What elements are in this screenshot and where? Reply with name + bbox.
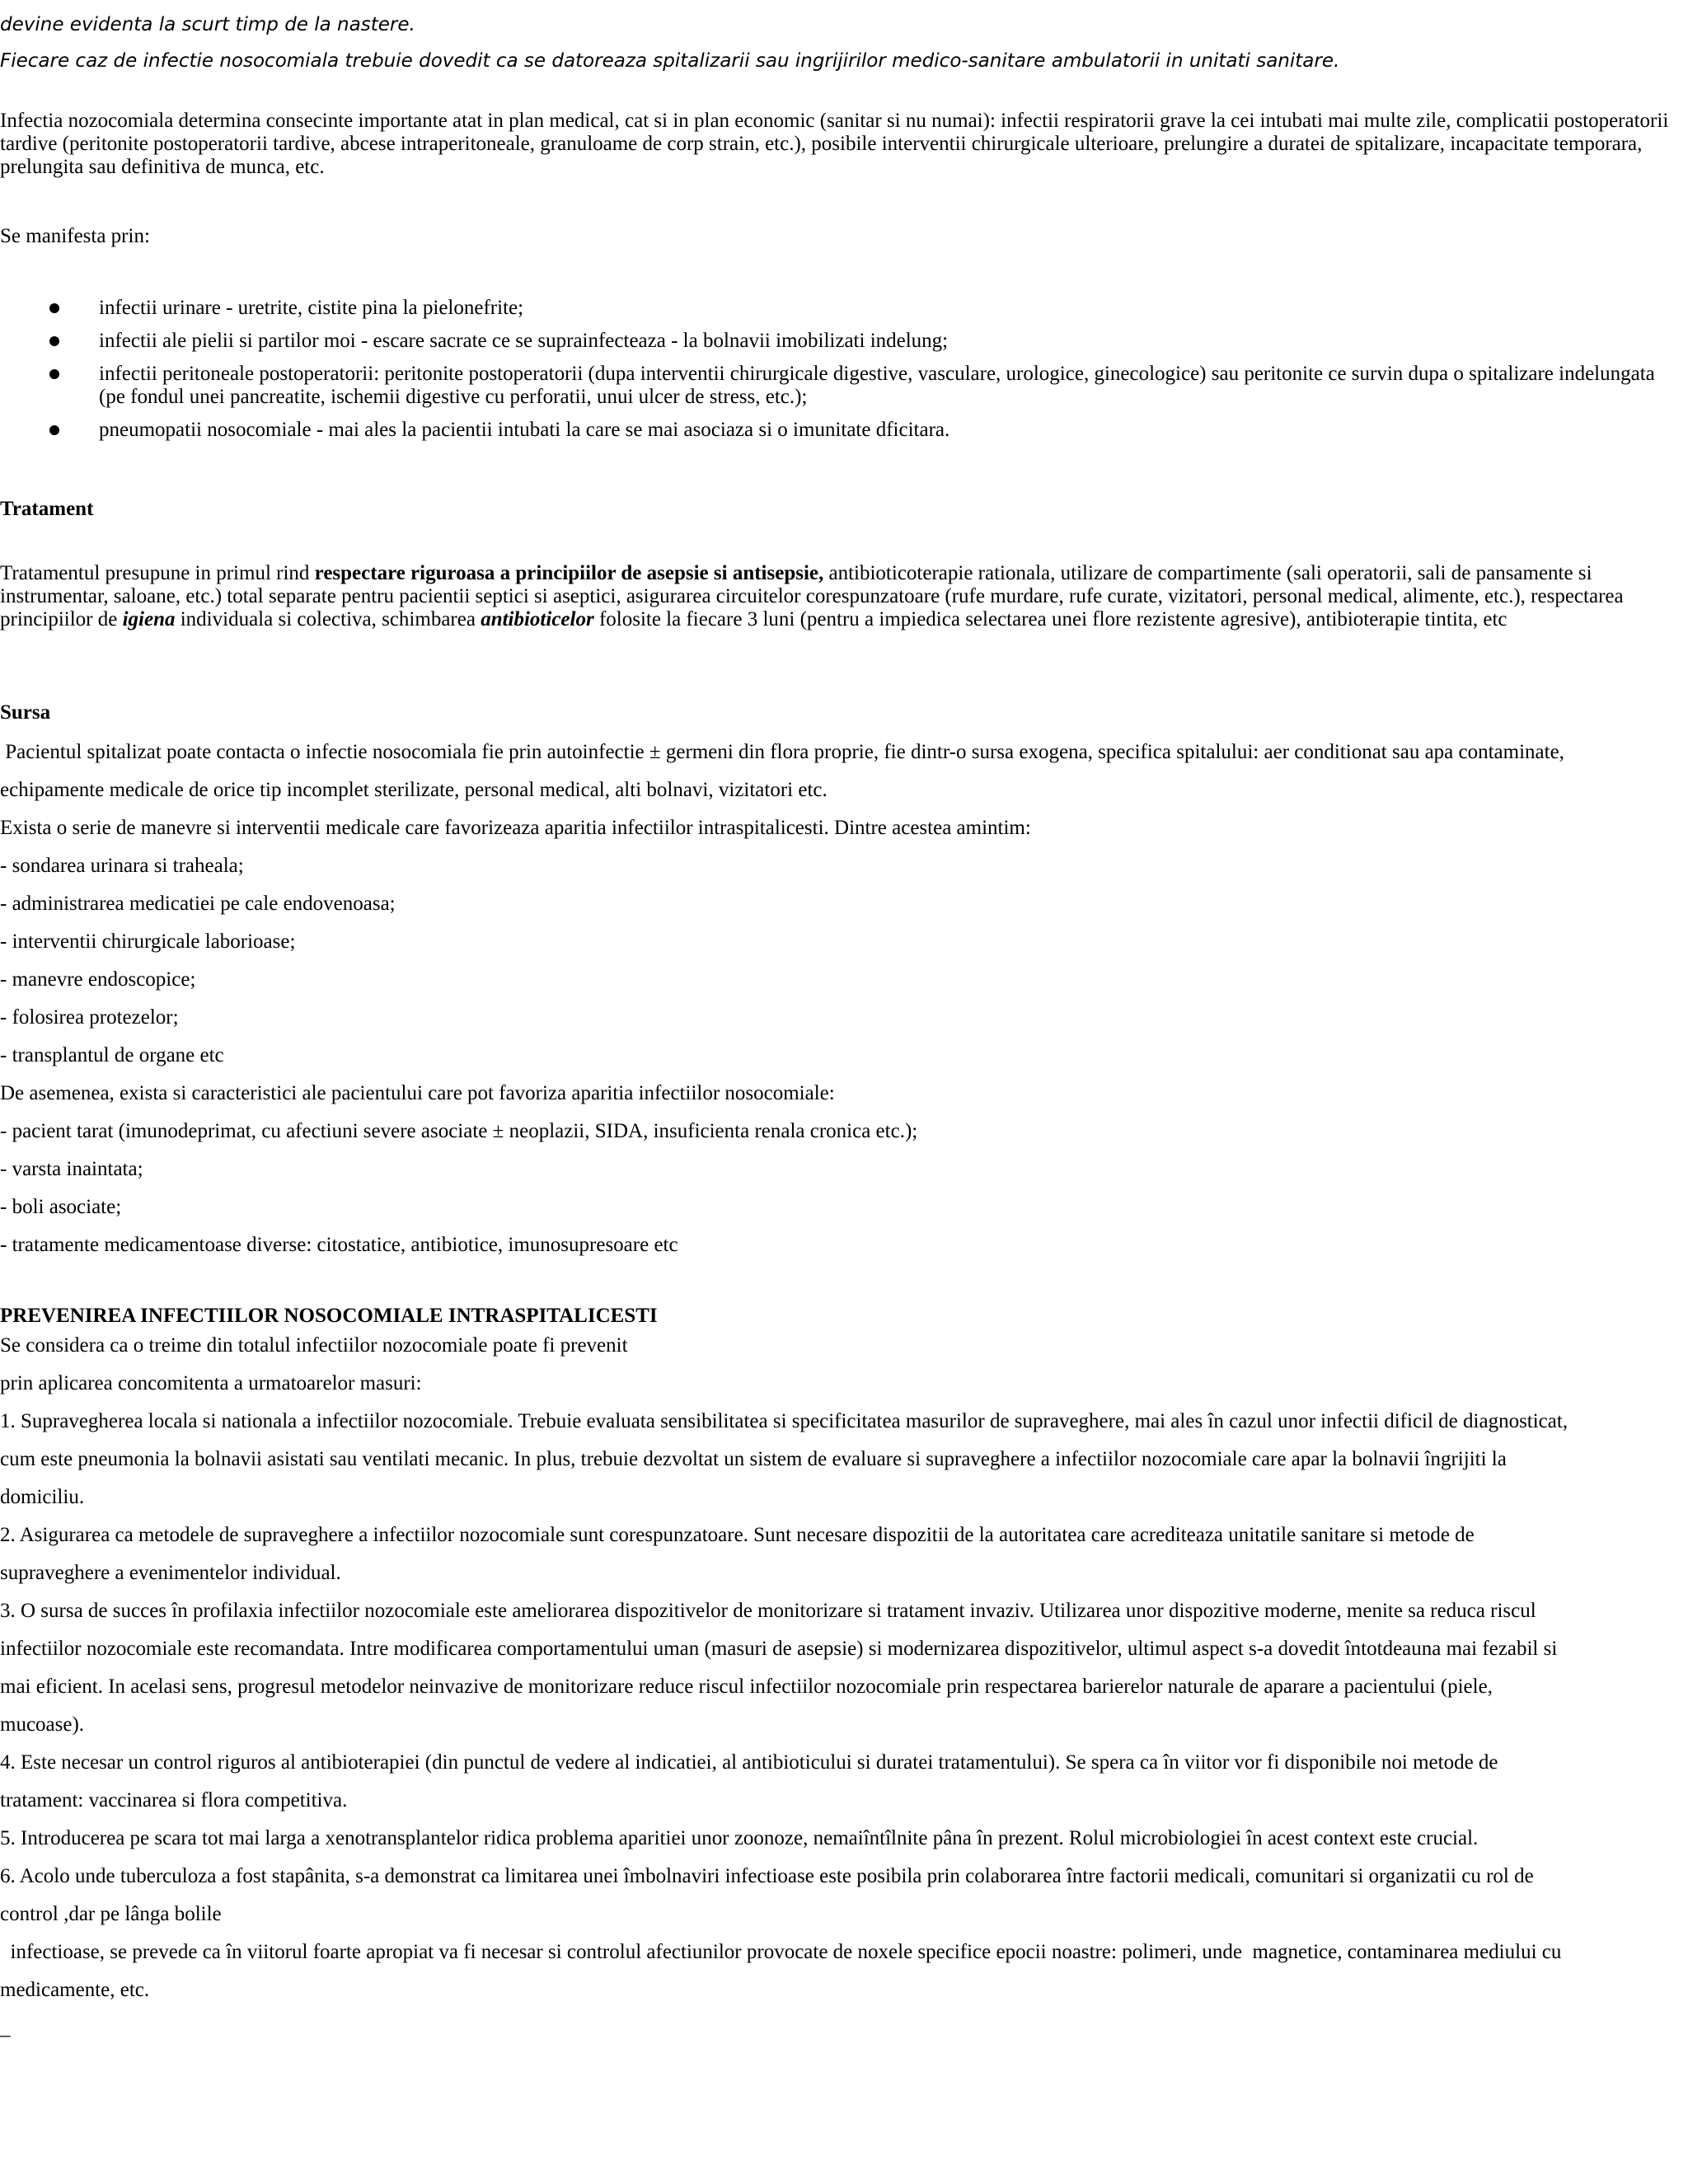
- bullet-icon: [49, 369, 59, 379]
- prevention-line: 3. O sursa de succes în profilaxia infectiilor nozocomiale este ameliorarea dispozitivelor de monitorizare si tratament invaziv. Utilizarea unor dispozitive moderne, menite sa reduca riscul: [0, 1600, 1536, 1622]
- treatment-paragraph: Tratamentul presupune in primul rind respectare riguroasa a principiilor de asepsie si antisepsie, antibioticoterapie rationala, utilizare de compartimente (sali operatorii, sali de pansamente si instrumentar, saloane, etc.) total separate pentru pacientii septici si aseptici, asigurarea circuitelor corespunzatoare (rufe murdare, rufe curate, vizitatori, personal medical, alimente, etc.), respectarea principiilor de igiena individuala si colectiva, schimbarea antibioticelor folosite la fiecare 3 luni (pentru a impiedica selectarea unei flore rezistente agresive), antibioterapie tintita, etc: [0, 562, 1624, 630]
- list-item: infectii urinare - uretrite, cistite pina la pielonefrite;: [0, 297, 1681, 320]
- manifestation-list: [0, 297, 1681, 452]
- trailing-mark: _: [0, 2017, 11, 2039]
- consequences-paragraph: Infectia nozocomiala determina consecinte importante atat in plan medical, cat si in plan economic (sanitar si nu numai): infectii respiratorii grave la cei intubati mai multe zile, complicatii postoperatorii tardive (peritonite postoperatorii tardive, abcese intraperitoneale, granuloame de corp strain, etc.), posibile interventii chirurgicale ulterioare, prelungire a duratei de spitalizare, incapacitate temporara, prelungita sau definitiva de munca, etc.: [0, 110, 1669, 178]
- source-line: De asemenea, exista si caracteristici ale pacientului care pot favoriza aparitia infectiilor nosocomiale:: [0, 1082, 835, 1104]
- prevention-heading: PREVENIREA INFECTIILOR NOSOCOMIALE INTRASPITALICESTI: [0, 1305, 658, 1327]
- prevention-line: 1. Supravegherea locala si nationala a infectiilor nozocomiale. Trebuie evaluata sensibilitatea si specificitatea masurilor de supraveghere, mai ales în cazul unor infectii dificil de diagnosticat,: [0, 1410, 1568, 1432]
- source-line: - administrarea medicatiei pe cale endovenoasa;: [0, 893, 396, 915]
- source-section: [0, 733, 1681, 1264]
- list-item: infectii peritoneale postoperatorii: peritonite postoperatorii (dupa interventii chirurgicale digestive, vasculare, urologice, ginecologice) sau peritonite ce survin dupa o spitalizare indelungata (pe fondul unei pancreatite, ischemii digestive cu perforatii, unui ulcer de stress, etc.);: [0, 363, 1681, 409]
- bullet-icon: [49, 425, 59, 435]
- treatment-emphasis: respectare riguroasa a principiilor de asepsie si antisepsie,: [314, 562, 824, 584]
- source-line: Pacientul spitalizat poate contacta o infectie nosocomiala fie prin autoinfectie ± germeni din flora proprie, fie dintr-o sursa exogena, specifica spitalului: aer conditionat sau apa contaminate,: [0, 741, 1564, 763]
- source-line: - boli asociate;: [0, 1196, 122, 1218]
- list-item: pneumopatii nosocomiale - mai ales la pacientii intubati la care se mai asociaza si o imunitate dficitara.: [0, 419, 1681, 442]
- list-item: infectii ale pielii si partilor moi - escare sacrate ce se suprainfecteaza - la bolnavii imobilizati indelung;: [0, 330, 1681, 353]
- prevention-line: infectioase, se prevede ca în viitorul foarte apropiat va fi necesar si controlul afectiunilor provocate de noxele specifice epocii noastre: polimeri, unde magnetice, contaminarea mediului cu: [0, 1941, 1562, 1963]
- prevention-line: domiciliu.: [0, 1486, 85, 1508]
- hygiene-emphasis: igiena: [122, 608, 176, 630]
- prevention-line: 6. Acolo unde tuberculoza a fost stapânita, s-a demonstrat ca limitarea unei îmbolnaviri infectioase este posibila prin colaborarea între factorii medicali, comunitari si organizatii cu rol de: [0, 1865, 1534, 1887]
- prevention-line: prin aplicarea concomitenta a urmatoarelor masuri:: [0, 1372, 422, 1394]
- prevention-section: [0, 1327, 1681, 2047]
- treatment-heading: Tratament: [0, 498, 94, 520]
- bullet-icon: [49, 336, 59, 346]
- bullet-icon: [49, 303, 59, 313]
- intro-section: [0, 7, 1681, 79]
- source-line: - pacient tarat (imunodeprimat, cu afectiuni severe asociate ± neoplazii, SIDA, insuficienta renala cronica etc.);: [0, 1120, 918, 1142]
- prevention-line: Se considera ca o treime din totalul infectiilor nozocomiale poate fi prevenit: [0, 1334, 628, 1357]
- intro-line-2: Fiecare caz de infectie nosocomiala trebuie dovedit ca se datoreaza spitalizarii sau ingrijirilor medico-sanitare ambulatorii in unitati sanitare.: [0, 50, 1340, 72]
- prevention-line: 4. Este necesar un control riguros al antibioterapiei (din punctul de vedere al indicatiei, al antibioticului si duratei tratamentului). Se spera ca în viitor vor fi disponibile noi metode de: [0, 1751, 1498, 1774]
- source-line: - tratamente medicamentoase diverse: citostatice, antibiotice, imunosupresoare etc: [0, 1234, 678, 1256]
- prevention-line: 5. Introducerea pe scara tot mai larga a xenotransplantelor ridica problema aparitiei unor zoonoze, nemaiîntîlnite pâna în prezent. Rolul microbiologiei în acest context este crucial.: [0, 1827, 1479, 1849]
- prevention-line: cum este pneumonia la bolnavii asistati sau ventilati mecanic. In plus, trebuie dezvoltat un sistem de evaluare si supraveghere a infectiilor nozocomiale care apar la bolnavii îngrijiti la: [0, 1448, 1507, 1470]
- source-heading: Sursa: [0, 701, 51, 724]
- prevention-line: supraveghere a evenimentelor individual.: [0, 1562, 341, 1584]
- intro-line-1: devine evidenta la scurt timp de la nastere.: [0, 14, 415, 35]
- prevention-line: mai eficient. In acelasi sens, progresul metodelor neinvazive de monitorizare reduce riscul infectiilor nozocomiale prin respectarea barierelor naturale de aparare a pacientului (piele,: [0, 1675, 1493, 1698]
- prevention-line: mucoase).: [0, 1713, 85, 1736]
- source-line: Exista o serie de manevre si interventii medicale care favorizeaza aparitia infectiilor intraspitalicesti. Dintre acestea amintim:: [0, 817, 1031, 839]
- source-line: - interventii chirurgicale laborioase;: [0, 930, 296, 953]
- source-line: - varsta inaintata;: [0, 1158, 143, 1180]
- source-line: - manevre endoscopice;: [0, 968, 196, 991]
- source-line: - transplantul de organe etc: [0, 1044, 224, 1066]
- source-line: - sondarea urinara si traheala;: [0, 855, 244, 877]
- prevention-line: medicamente, etc.: [0, 1979, 150, 2001]
- prevention-line: infectiilor nozocomiale este recomandata. Intre modificarea comportamentului uman (masuri de asepsie) si modernizarea dispozitivelor, ultimul aspect s-a dovedit întotdeauna mai fezabil si: [0, 1638, 1558, 1660]
- prevention-line: 2. Asigurarea ca metodele de supraveghere a infectiilor nozocomiale sunt corespunzatoare. Sunt necesare dispozitii de la autoritatea care acrediteaza unitatile sanitare si metode de: [0, 1524, 1475, 1546]
- source-line: - folosirea protezelor;: [0, 1006, 179, 1029]
- source-line: echipamente medicale de orice tip incomplet sterilizate, personal medical, alti bolnavi, vizitatori etc.: [0, 779, 828, 801]
- antibiotics-emphasis: antibioticelor: [481, 608, 594, 630]
- prevention-line: control ,dar pe lânga bolile: [0, 1903, 222, 1925]
- manifest-intro: Se manifesta prin:: [0, 225, 150, 247]
- prevention-line: tratament: vaccinarea si flora competitiva.: [0, 1789, 348, 1811]
